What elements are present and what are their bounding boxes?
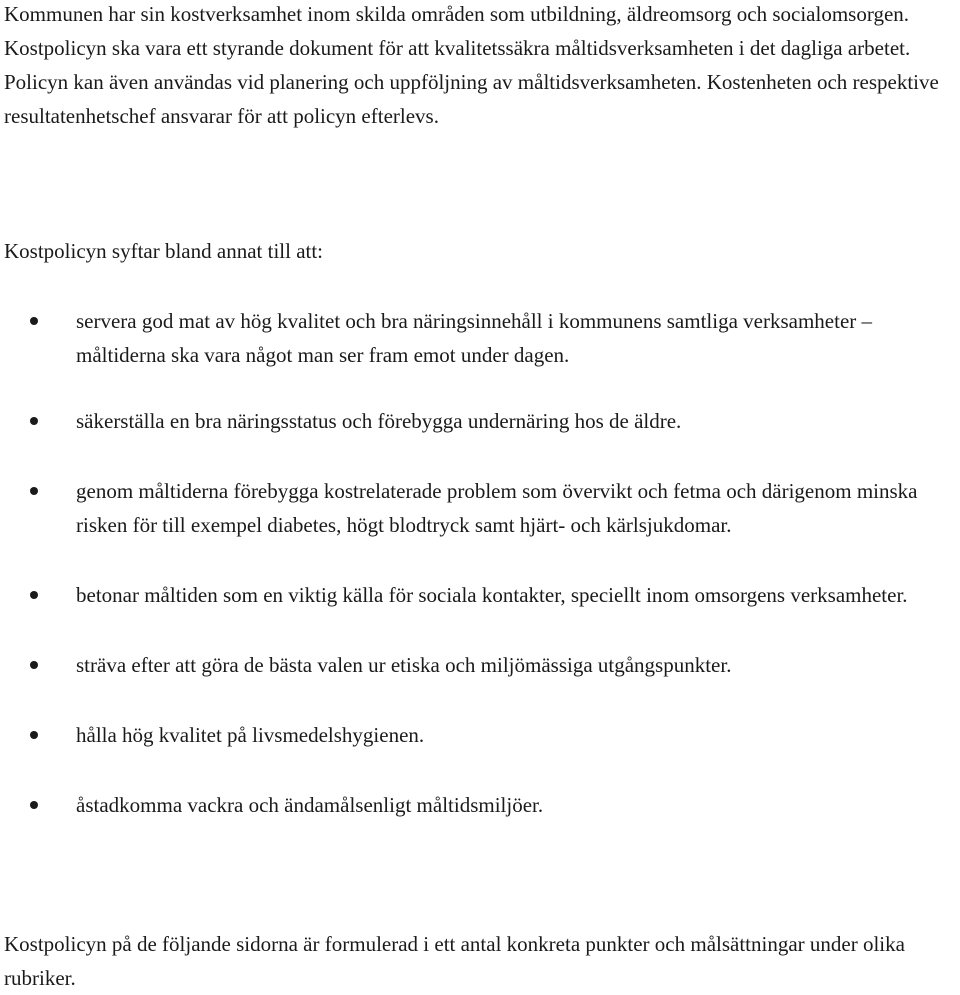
list-item: [4, 718, 956, 752]
list-item: [4, 788, 956, 822]
list-item-text: sträva efter att göra de bästa valen ur etiska och miljömässiga utgångspunkter.: [76, 653, 732, 677]
document-page: [4, 0, 956, 990]
list-item-text: hålla hög kvalitet på livsmedelshygienen.: [76, 723, 425, 747]
list-item-text: betonar måltiden som en viktig källa för sociala kontakter, speciellt inom omsorgens verksamheter.: [76, 583, 908, 607]
list-item: [4, 578, 956, 612]
list-item-text: säkerställa en bra näringsstatus och förebygga undernäring hos de äldre.: [76, 409, 682, 433]
bullet-icon: [30, 591, 38, 599]
aims-list: [4, 304, 956, 822]
bullet-icon: [30, 731, 38, 739]
bullet-icon: [30, 317, 38, 325]
list-item: [4, 474, 956, 542]
list-item: [4, 404, 956, 438]
list-item: [4, 304, 956, 372]
list-item-text: genom måltiderna förebygga kostrelaterade problem som övervikt och fetma och därigenom minska risken för till exempel diabetes, högt blodtryck samt hjärt- och kärlsjukdomar.: [76, 479, 918, 537]
list-item-text: åstadkomma vackra och ändamålsenligt måltidsmiljöer.: [76, 793, 544, 817]
bullet-icon: [30, 801, 38, 809]
intro-paragraph: Kommunen har sin kostverksamhet inom skilda områden som utbildning, äldreomsorg och socialomsorgen. Kostpolicyn ska vara ett styrande dokument för att kvalitetssäkra måltidsverksamheten i det dagliga arbetet. Policyn kan även användas vid planering och uppföljning av måltidsverksamheten. Kostenheten och respektive resultatenhetschef ansvarar för att policyn efterlevs.: [4, 2, 939, 128]
list-item-text: servera god mat av hög kvalitet och bra näringsinnehåll i kommunens samtliga verksamheter – måltiderna ska vara något man ser fram emot under dagen.: [76, 309, 873, 367]
bullet-icon: [30, 417, 38, 425]
bullet-icon: [30, 661, 38, 669]
list-item: [4, 648, 956, 682]
bullet-icon: [30, 487, 38, 495]
closing-paragraph: Kostpolicyn på de följande sidorna är formulerad i ett antal konkreta punkter och målsättningar under olika rubriker.: [4, 932, 905, 990]
lead-paragraph: Kostpolicyn syftar bland annat till att:: [4, 239, 324, 263]
